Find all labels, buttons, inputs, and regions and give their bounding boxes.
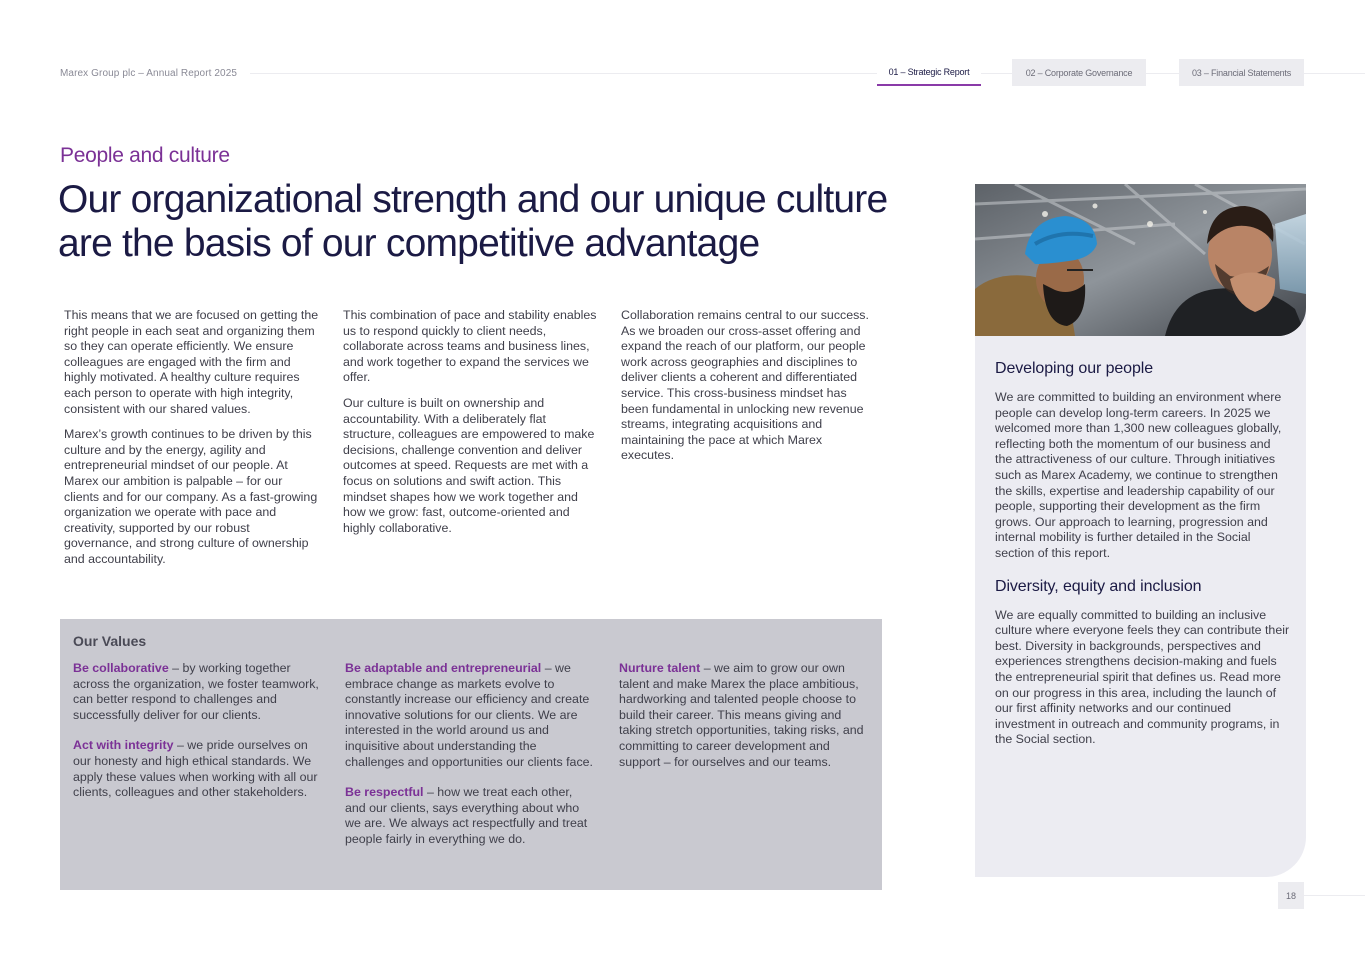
- footer-rule: [1300, 895, 1365, 896]
- tab-financial-statements[interactable]: 03 – Financial Statements: [1179, 59, 1304, 86]
- sidebar-heading: Developing our people: [995, 360, 1154, 377]
- sidebar-paragraph: We are committed to building an environment where people can develop long-term careers. In 2025 we welcomed more than 1,300 new colleagues globally, reflecting both the momentum of our business and the attractiveness of our culture. Through initiatives such as Marex Academy, we continue to strengthen the skills, expertise and leadership capability of our people, supporting their development as the firm grows. Our approach to learning, progression and internal mobility is further detailed in the Social section of this report.: [995, 390, 1282, 560]
- page-headline: Our organizational strength and our unique culture are the basis of our competitive advantage: [58, 178, 888, 265]
- paragraph: Collaboration remains central to our success. As we broaden our cross-asset offering and expand the reach of our platform, our people work across geographies and disciplines to deliver clients a coherent and differentiated service. This cross-business mindset has been fundamental in unlocking new revenue streams, integrating acquisitions and maintaining the pace at which Marex executes.: [621, 308, 869, 463]
- photo-illustration: [975, 184, 1306, 336]
- values-column-2: [345, 661, 593, 863]
- values-column-1: [73, 661, 321, 816]
- value-text: – we pride ourselves on our honesty and high ethical standards. We apply these values when working with all our clients, colleagues and other stakeholders.: [73, 738, 318, 800]
- value-term: Be adaptable and entrepreneurial: [345, 661, 542, 675]
- section-kicker: People and culture: [60, 144, 230, 167]
- sidebar-paragraph: We are equally committed to building an inclusive culture where everyone feels they can contribute their best. Diversity in backgrounds, perspectives and experiences strengthens decision-making and fuels the entrepreneurial spirit that defines us. Read more on our progress in this area, including the launch of our first affinity networks and our continued investment in outreach and community programs, in the Social section.: [995, 607, 1290, 747]
- our-values-box: [60, 619, 882, 890]
- value-text: – by working together across the organization, we foster teamwork, can better respond to challenges and successfully deliver for our clients.: [73, 661, 319, 722]
- values-column-3: [619, 661, 867, 785]
- paragraph: This means that we are focused on getting the right people in each seat and organizing them so they can operate efficiently. We ensure colleagues are engaged with the firm and highly motivated. A healthy culture requires each person to operate with high integrity, consistent with our shared values.: [64, 308, 319, 416]
- value-text: – we aim to grow our own talent and make Marex the place ambitious, hardworking and talented people choose to build their career. This means giving and taking stretch opportunities, taking risks, and committing to career development and support – for ourselves and our teams.: [619, 661, 864, 769]
- sidebar-panel: [975, 184, 1306, 877]
- value-term: Be collaborative: [73, 661, 169, 675]
- colleagues-photo: [975, 184, 1306, 336]
- value-text: – we embrace change as markets evolve to constantly increase our efficiency and create innovative solutions for our clients. We are interested in the world around us and inquisitive about understanding the challenges and opportunities our clients face.: [345, 661, 593, 769]
- paragraph: Marex’s growth continues to be driven by this culture and by the energy, agility and entrepreneurial mindset of our people. At Marex our ambition is palpable – for our clients and for our company. As a fast-growing organization we operate with pace and creativity, supported by our robust governance, and strong culture of ownership and accountability.: [64, 427, 318, 566]
- tab-strategic-report[interactable]: 01 – Strategic Report: [877, 59, 981, 86]
- value-item: [73, 738, 321, 800]
- values-title: Our Values: [73, 633, 147, 649]
- tab-corporate-governance[interactable]: 02 – Corporate Governance: [1012, 59, 1146, 86]
- body-column-2: [343, 308, 599, 546]
- value-text: – how we treat each other, and our clients, says everything about who we are. We always act respectfully and treat people fairly in everything we do.: [345, 785, 588, 846]
- paragraph: Our culture is built on ownership and accountability. With a deliberately flat structure, colleagues are empowered to make decisions, challenge convention and deliver outcomes at speed. Requests are met with a focus on solutions and swift action. This mindset shapes how we work together and how we grow: fast, outcome-oriented and highly collaborative.: [343, 395, 595, 535]
- body-column-1: [64, 308, 320, 578]
- body-column-3: [621, 308, 877, 474]
- value-item: [345, 661, 593, 770]
- sidebar-heading: Diversity, equity and inclusion: [995, 577, 1202, 595]
- page-number: 18: [1278, 882, 1304, 909]
- report-brand: Marex Group plc – Annual Report 2025: [60, 68, 245, 79]
- value-item: [619, 661, 867, 770]
- value-item: [345, 785, 593, 847]
- value-term: Act with integrity: [73, 738, 174, 753]
- value-term: Nurture talent: [619, 661, 701, 675]
- value-item: [73, 661, 321, 723]
- paragraph: This combination of pace and stability enables us to respond quickly to client needs, collaborate across teams and business lines, and work together to expand the services we offer.: [343, 308, 597, 385]
- sidebar-text: [995, 360, 1290, 764]
- value-term: Be respectful: [345, 785, 424, 800]
